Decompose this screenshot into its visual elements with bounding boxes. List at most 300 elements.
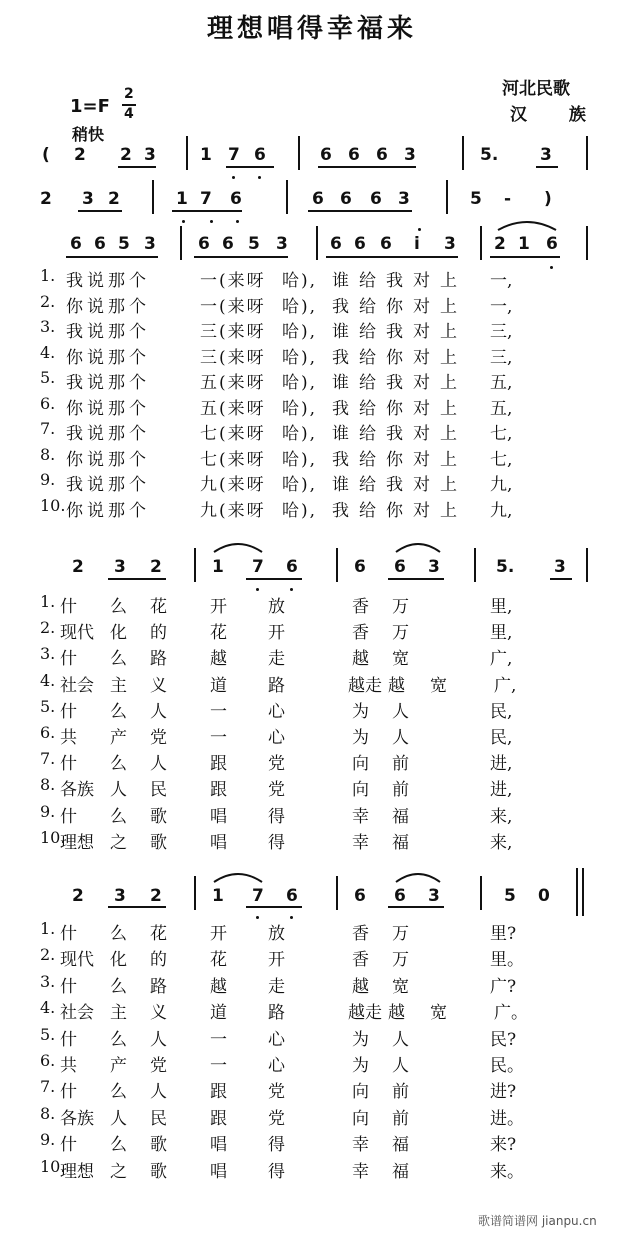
lyric-text: 福 xyxy=(392,1135,409,1156)
lyric-text: 为 xyxy=(352,1029,369,1050)
lyric-text: 跟 xyxy=(210,754,227,775)
intro-note: 7 xyxy=(200,189,212,209)
lyric-text: 香 xyxy=(352,924,369,944)
lyric-text: 么 xyxy=(110,597,127,617)
lyric-text: 什 xyxy=(60,1082,77,1103)
lyric-text: 心 xyxy=(268,728,285,748)
lyric-text: 来? xyxy=(490,1135,517,1156)
lyric-text: 我给你对上 xyxy=(332,449,467,470)
intro-note: 6 xyxy=(254,145,266,165)
lyric-text: 党 xyxy=(150,728,167,748)
lyric-text: 路 xyxy=(268,675,285,696)
lyric-text: 幸 xyxy=(352,832,369,853)
intro-note: 3 xyxy=(404,145,416,165)
lyric-text: 九(来呀 xyxy=(200,475,266,495)
lyric-text: 谁给我对上 xyxy=(332,322,467,342)
lyric-text: 一(来呀 xyxy=(200,271,266,291)
verse-number: 2. xyxy=(40,945,56,965)
lyric-text: 五, xyxy=(490,398,513,419)
intro-note: 7 xyxy=(228,145,240,165)
lyric-text: 得 xyxy=(268,1161,285,1182)
lyric-text: 越 xyxy=(352,976,369,997)
lyric-text: 得 xyxy=(268,832,285,853)
intro-note: 5. xyxy=(480,145,499,165)
intro-note: 6 xyxy=(312,189,324,209)
lyric-text: 进, xyxy=(490,754,513,775)
intro-note: 5 xyxy=(470,189,482,209)
lyric-text: 来, xyxy=(490,806,513,827)
lyric-text: 进? xyxy=(490,1082,517,1103)
lyric-text: 七(来呀 xyxy=(200,449,266,470)
lyric-text: 三(来呀 xyxy=(200,322,266,342)
lyric-text: 民 xyxy=(150,780,167,801)
intro-note: 6 xyxy=(320,145,332,165)
verse-number: 9. xyxy=(40,470,56,489)
lyric-text: 为 xyxy=(352,1056,369,1076)
lyric-text: 得 xyxy=(268,1135,285,1156)
lyric-text: 里, xyxy=(490,597,513,617)
lyric-text: 化 xyxy=(110,950,127,971)
lyric-text: 哈), xyxy=(282,475,318,495)
lyric-text: 宽 xyxy=(392,976,409,997)
lyric-text: 进。 xyxy=(490,1108,524,1129)
lyric-text: 哈), xyxy=(282,322,318,342)
lyric-text: 开 xyxy=(210,924,227,944)
verse-note: 3 xyxy=(144,234,156,254)
lyric-text: 越 xyxy=(210,976,227,997)
verse-note: 7 xyxy=(252,886,264,906)
lyric-text: 人 xyxy=(110,1108,127,1129)
verse-number: 6. xyxy=(40,1051,56,1070)
lyric-text: 五(来呀 xyxy=(200,398,266,419)
verse-note: 3 xyxy=(444,234,456,254)
lyric-text: 你说那个 xyxy=(66,398,150,419)
lyric-text: 向 xyxy=(352,1082,369,1103)
lyric-text: 越走 xyxy=(348,1003,382,1024)
lyric-text: 跟 xyxy=(210,1082,227,1103)
lyric-text: 人 xyxy=(392,728,409,748)
verse-note: 1 xyxy=(212,557,224,577)
lyric-text: 一, xyxy=(490,296,513,317)
lyric-text: 宽 xyxy=(430,675,447,696)
lyric-text: 么 xyxy=(110,976,127,997)
lyric-text: 人 xyxy=(392,701,409,722)
lyric-text: 唱 xyxy=(210,1135,227,1156)
lyric-text: 七, xyxy=(490,449,513,470)
lyric-text: 我给你对上 xyxy=(332,296,467,317)
slur-arc xyxy=(214,544,262,552)
lyric-text: 产 xyxy=(110,728,127,748)
lyric-text: 三, xyxy=(490,322,513,342)
verse-note: 5 xyxy=(118,234,130,254)
lyric-text: 哈), xyxy=(282,500,318,521)
lyric-text: 歌 xyxy=(150,1135,167,1156)
intro-note: 1 xyxy=(200,145,212,165)
intro-note: ( xyxy=(42,145,50,165)
key-signature: 1=F xyxy=(70,96,110,117)
verse-note: 3 xyxy=(428,886,440,906)
verse-number: 2. xyxy=(40,618,56,638)
lyric-text: 么 xyxy=(110,1082,127,1103)
lyric-text: 么 xyxy=(110,924,127,944)
lyric-text: 香 xyxy=(352,597,369,617)
lyric-text: 我给你对上 xyxy=(332,398,467,419)
lyric-text: 越 xyxy=(210,649,227,670)
verse-note: i xyxy=(414,234,420,254)
lyric-text: 人 xyxy=(150,1029,167,1050)
lyric-text: 开 xyxy=(210,597,227,617)
lyric-text: 你说那个 xyxy=(66,296,150,317)
lyric-text: 么 xyxy=(110,754,127,775)
lyric-text: 花 xyxy=(210,623,227,644)
verse-note: 6 xyxy=(354,886,366,906)
lyric-text: 之 xyxy=(110,832,127,853)
lyric-text: 福 xyxy=(392,806,409,827)
verse-note: 7 xyxy=(252,557,264,577)
lyric-text: 路 xyxy=(268,1003,285,1024)
lyric-text: 幸 xyxy=(352,806,369,827)
lyric-text: 什 xyxy=(60,1029,77,1050)
lyric-text: 幸 xyxy=(352,1135,369,1156)
verse-number: 5. xyxy=(40,368,56,387)
lyric-text: 的 xyxy=(150,950,167,971)
verse-number: 7. xyxy=(40,419,56,438)
lyric-text: 广? xyxy=(490,976,517,997)
lyric-text: 民。 xyxy=(490,1056,524,1076)
lyric-text: 五, xyxy=(490,373,513,393)
lyric-text: 向 xyxy=(352,1108,369,1129)
lyric-text: 心 xyxy=(268,1029,285,1050)
lyric-text: 来。 xyxy=(490,1161,524,1182)
lyric-text: 么 xyxy=(110,806,127,827)
lyric-text: 你说那个 xyxy=(66,449,150,470)
lyric-text: 唱 xyxy=(210,832,227,853)
verse-note: 3 xyxy=(276,234,288,254)
lyric-text: 理想 xyxy=(60,1161,94,1182)
verse-number: 3. xyxy=(40,971,56,991)
lyric-text: 什 xyxy=(60,754,77,775)
tempo-marking: 稍快 xyxy=(72,125,105,144)
verse-number: 4. xyxy=(40,998,56,1018)
verse-note: 6 xyxy=(354,557,366,577)
lyric-text: 七(来呀 xyxy=(200,424,266,444)
lyric-text: 越 xyxy=(388,1003,405,1024)
lyric-text: 什 xyxy=(60,597,77,617)
song-title: 理想唱得幸福来 xyxy=(206,14,417,44)
lyric-text: 化 xyxy=(110,623,127,644)
verse-number: 9. xyxy=(40,801,56,821)
lyric-text: 的 xyxy=(150,623,167,644)
lyric-text: 民? xyxy=(490,1029,517,1050)
lyric-text: 共 xyxy=(60,1056,77,1076)
verse-number: 4. xyxy=(40,670,56,690)
lyric-text: 福 xyxy=(392,832,409,853)
intro-note: 2 xyxy=(74,145,86,165)
lyric-text: 一 xyxy=(210,728,227,748)
verse-number: 1. xyxy=(40,919,56,938)
lyric-text: 福 xyxy=(392,1161,409,1182)
verse-number: 6. xyxy=(40,393,56,413)
intro-note: 3 xyxy=(82,189,94,209)
verse-note: 5 xyxy=(248,234,260,254)
verse-note: 6 xyxy=(70,234,82,254)
verse-note: 3 xyxy=(554,557,566,577)
lyric-text: 什 xyxy=(60,649,77,670)
lyric-text: 人 xyxy=(110,780,127,801)
lyric-text: 民 xyxy=(150,1108,167,1129)
lyric-text: 哈), xyxy=(282,296,318,317)
origin-ethnicity: 汉 族 xyxy=(510,105,604,125)
verse-note: 6 xyxy=(286,886,298,906)
lyric-text: 党 xyxy=(268,754,285,775)
lyric-text: 各族 xyxy=(60,780,94,801)
lyric-text: 三(来呀 xyxy=(200,347,266,368)
lyric-text: 里。 xyxy=(490,950,524,971)
verse-note: 6 xyxy=(380,234,392,254)
intro-note: - xyxy=(504,189,512,209)
intro-note: 6 xyxy=(376,145,388,165)
lyric-text: 路 xyxy=(150,976,167,997)
lyric-text: 一 xyxy=(210,701,227,722)
lyric-text: 谁给我对上 xyxy=(332,424,467,444)
lyric-text: 哈), xyxy=(282,398,318,419)
intro-note: 3 xyxy=(398,189,410,209)
lyric-text: 前 xyxy=(392,1108,409,1129)
lyric-text: 为 xyxy=(352,701,369,722)
verse-number: 5. xyxy=(40,1024,56,1044)
intro-note: 3 xyxy=(540,145,552,165)
lyric-text: 谁给我对上 xyxy=(332,475,467,495)
lyric-text: 五(来呀 xyxy=(200,373,266,393)
lyric-text: 党 xyxy=(268,780,285,801)
verse-note: 6 xyxy=(222,234,234,254)
lyric-text: 前 xyxy=(392,754,409,775)
intro-note: ) xyxy=(544,189,552,209)
lyric-text: 三, xyxy=(490,347,513,368)
verse-note: 6 xyxy=(94,234,106,254)
verse-note: 6 xyxy=(354,234,366,254)
intro-note: 6 xyxy=(348,145,360,165)
lyric-text: 我说那个 xyxy=(66,373,150,393)
lyric-text: 你说那个 xyxy=(66,347,150,368)
lyric-text: 跟 xyxy=(210,1108,227,1129)
lyric-text: 哈), xyxy=(282,449,318,470)
lyric-text: 义 xyxy=(150,675,167,696)
verse-note: 5. xyxy=(496,557,515,577)
verse-note: 6 xyxy=(394,557,406,577)
lyric-text: 歌 xyxy=(150,832,167,853)
lyric-text: 我说那个 xyxy=(66,271,150,291)
lyric-text: 开 xyxy=(268,623,285,644)
lyric-text: 越走 xyxy=(348,675,382,696)
lyric-text: 向 xyxy=(352,780,369,801)
verse-note: 3 xyxy=(428,557,440,577)
origin-region: 河北民歌 xyxy=(502,79,570,99)
lyric-text: 么 xyxy=(110,1135,127,1156)
verse-note: 1 xyxy=(212,886,224,906)
lyric-text: 花 xyxy=(210,950,227,971)
lyric-text: 九, xyxy=(490,500,513,521)
watermark: 歌谱简谱网 jianpu.cn xyxy=(478,1214,597,1228)
lyric-text: 么 xyxy=(110,649,127,670)
lyric-text: 主 xyxy=(110,1003,127,1024)
lyric-text: 你说那个 xyxy=(66,500,150,521)
verse-number: 8. xyxy=(40,444,56,464)
lyric-text: 万 xyxy=(392,924,409,944)
lyric-text: 一(来呀 xyxy=(200,296,266,317)
verse-number: 10. xyxy=(40,495,66,515)
lyric-text: 社会 xyxy=(60,675,94,696)
lyric-text: 产 xyxy=(110,1056,127,1076)
intro-note: 2 xyxy=(108,189,120,209)
verse-number: 8. xyxy=(40,1103,56,1123)
lyric-text: 路 xyxy=(150,649,167,670)
lyric-text: 广, xyxy=(490,649,513,670)
lyric-text: 什 xyxy=(60,1135,77,1156)
lyric-text: 什 xyxy=(60,924,77,944)
lyric-text: 万 xyxy=(392,597,409,617)
lyric-text: 人 xyxy=(150,701,167,722)
lyric-text: 万 xyxy=(392,950,409,971)
lyric-text: 花 xyxy=(150,924,167,944)
lyric-text: 我给你对上 xyxy=(332,500,467,521)
verse-number: 2. xyxy=(40,291,56,311)
lyric-text: 党 xyxy=(150,1056,167,1076)
lyric-text: 宽 xyxy=(430,1003,447,1024)
lyric-text: 哈), xyxy=(282,373,318,393)
lyric-text: 为 xyxy=(352,728,369,748)
lyric-text: 人 xyxy=(150,1082,167,1103)
lyric-text: 心 xyxy=(268,701,285,722)
verse-number: 3. xyxy=(40,644,56,664)
verse-note: 3 xyxy=(114,886,126,906)
lyric-text: 什 xyxy=(60,806,77,827)
lyric-text: 开 xyxy=(268,950,285,971)
lyric-text: 唱 xyxy=(210,806,227,827)
verse-note: 3 xyxy=(114,557,126,577)
slur-arc xyxy=(396,544,440,552)
verse-number: 5. xyxy=(40,696,56,716)
lyric-text: 么 xyxy=(110,1029,127,1050)
intro-note: 2 xyxy=(40,189,52,209)
lyric-text: 前 xyxy=(392,780,409,801)
lyric-text: 现代 xyxy=(60,623,94,644)
lyric-text: 七, xyxy=(490,424,513,444)
lyric-text: 广。 xyxy=(494,1003,528,1024)
lyric-text: 理想 xyxy=(60,832,94,853)
verse-number: 7. xyxy=(40,1077,56,1097)
verse-note: 5 xyxy=(504,886,516,906)
lyric-text: 幸 xyxy=(352,1161,369,1182)
verse-number: 1. xyxy=(40,266,56,285)
lyric-text: 义 xyxy=(150,1003,167,1024)
lyric-text: 我说那个 xyxy=(66,322,150,342)
intro-note: 1 xyxy=(176,189,188,209)
lyric-text: 里? xyxy=(490,924,517,944)
lyric-text: 之 xyxy=(110,1161,127,1182)
lyric-text: 香 xyxy=(352,623,369,644)
lyric-text: 人 xyxy=(392,1029,409,1050)
slur-arc xyxy=(214,874,262,882)
lyric-text: 心 xyxy=(268,1056,285,1076)
lyric-text: 里, xyxy=(490,623,513,644)
lyric-text: 越 xyxy=(388,675,405,696)
slur-arc xyxy=(498,222,556,230)
lyric-text: 各族 xyxy=(60,1108,94,1129)
lyric-text: 进, xyxy=(490,780,513,801)
verse-number: 7. xyxy=(40,749,56,769)
verse-note: 0 xyxy=(538,886,550,906)
verse-note: 2 xyxy=(494,234,506,254)
lyric-text: 我给你对上 xyxy=(332,347,467,368)
lyric-text: 广, xyxy=(494,675,517,696)
lyric-text: 党 xyxy=(268,1108,285,1129)
lyric-text: 主 xyxy=(110,675,127,696)
lyric-text: 九, xyxy=(490,475,513,495)
lyric-text: 哈), xyxy=(282,424,318,444)
lyric-text: 歌 xyxy=(150,1161,167,1182)
verse-note: 6 xyxy=(198,234,210,254)
lyric-text: 谁给我对上 xyxy=(332,373,467,393)
lyric-text: 歌 xyxy=(150,806,167,827)
lyric-text: 一 xyxy=(210,1029,227,1050)
intro-note: 2 xyxy=(120,145,132,165)
lyric-text: 香 xyxy=(352,950,369,971)
verse-note: 1 xyxy=(518,234,530,254)
lyric-text: 走 xyxy=(268,649,285,670)
lyric-text: 得 xyxy=(268,806,285,827)
verse-note: 6 xyxy=(546,234,558,254)
lyric-text: 道 xyxy=(210,675,227,696)
intro-note: 6 xyxy=(370,189,382,209)
verse-note: 2 xyxy=(150,557,162,577)
verse-number: 3. xyxy=(40,317,56,336)
lyric-text: 放 xyxy=(268,924,285,944)
lyric-text: 社会 xyxy=(60,1003,94,1024)
lyric-text: 现代 xyxy=(60,950,94,971)
intro-note: 3 xyxy=(144,145,156,165)
lyric-text: 党 xyxy=(268,1082,285,1103)
lyric-text: 哈), xyxy=(282,271,318,291)
lyric-text: 一, xyxy=(490,271,513,291)
lyric-text: 越 xyxy=(352,649,369,670)
lyric-text: 宽 xyxy=(392,649,409,670)
lyric-text: 民, xyxy=(490,701,513,722)
lyric-text: 谁给我对上 xyxy=(332,271,467,291)
verse-note: 2 xyxy=(150,886,162,906)
intro-note: 6 xyxy=(230,189,242,209)
verse-note: 6 xyxy=(286,557,298,577)
lyric-text: 向 xyxy=(352,754,369,775)
verse-number: 9. xyxy=(40,1130,56,1150)
verse-number: 4. xyxy=(40,342,56,362)
verse-note: 2 xyxy=(72,557,84,577)
time-denominator: 4 xyxy=(124,106,134,122)
verse-number: 10. xyxy=(40,1156,66,1176)
verse-note: 2 xyxy=(72,886,84,906)
lyric-text: 前 xyxy=(392,1082,409,1103)
slur-arc xyxy=(396,874,440,882)
time-numerator: 2 xyxy=(124,86,134,102)
lyric-text: 唱 xyxy=(210,1161,227,1182)
lyric-text: 花 xyxy=(150,597,167,617)
lyric-text: 什 xyxy=(60,976,77,997)
lyric-text: 我说那个 xyxy=(66,475,150,495)
lyric-text: 来, xyxy=(490,832,513,853)
verse-number: 6. xyxy=(40,723,56,742)
verse-note: 6 xyxy=(330,234,342,254)
lyric-text: 哈), xyxy=(282,347,318,368)
